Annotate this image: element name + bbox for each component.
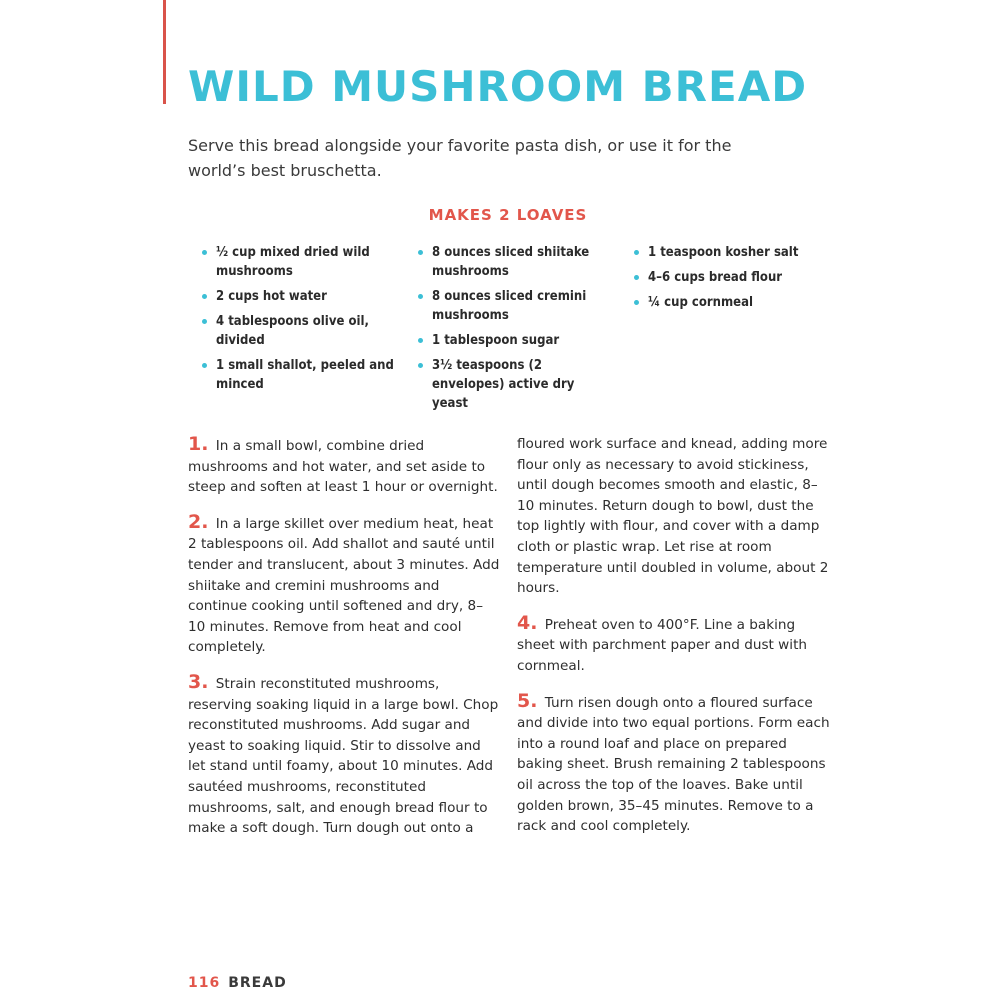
ingredient-text: 4 tablespoons olive oil, divided (216, 314, 369, 348)
ingredient-text: ½ cup mixed dried wild mushrooms (216, 245, 370, 279)
recipe-title: WILD MUSHROOM BREAD (188, 62, 808, 111)
page-number: 116 (188, 975, 221, 991)
step-number: 4. (517, 611, 538, 634)
step-number: 5. (517, 689, 538, 712)
ingredient-item (634, 243, 824, 262)
ingredients-column-2 (418, 243, 608, 419)
step-number: 1. (188, 433, 209, 455)
ingredient-text: 1 tablespoon sugar (432, 333, 560, 348)
bullet-icon (418, 363, 423, 368)
ingredients-column-3 (634, 243, 824, 318)
step-text: In a small bowl, combine dried mushrooms and hot water, and set aside to steep and soften at least 1 hour or overnight. (188, 438, 498, 496)
bullet-icon (202, 294, 207, 299)
step-number: 2. (188, 510, 209, 533)
ingredient-item (418, 243, 608, 281)
step-text: Turn risen dough onto a floured surface and divide into two equal portions. Form each into a round loaf and place on prepared baking sheet. Brush remaining 2 tablespoons oil across the top of the loaves. Bake until golden brown, 35–45 minutes. Remove to a rack and cool completely. (517, 694, 830, 835)
bullet-icon (202, 363, 207, 368)
bullet-icon (202, 319, 207, 324)
steps-column-left (188, 434, 500, 853)
ingredient-item (418, 356, 608, 413)
ingredient-item (634, 293, 824, 312)
ingredient-item (202, 312, 397, 350)
ingredient-item (634, 268, 824, 287)
ingredient-item (418, 287, 608, 325)
bullet-icon (634, 300, 639, 305)
bullet-icon (418, 338, 423, 343)
step-1 (188, 434, 500, 498)
ingredient-text: 1 small shallot, peeled and minced (216, 358, 394, 392)
bullet-icon (634, 250, 639, 255)
step-3 (188, 672, 500, 839)
step-text: Strain reconstituted mushrooms, reserving soaking liquid in a large bowl. Chop reconstituted mushrooms. Add sugar and yeast to soaking liquid. Stir to dissolve and let stand until foamy, about 10 minutes. Add sautéed mushrooms, reconstituted mushrooms, salt, and enough bread flour to make a soft dough. Turn dough out onto a (188, 675, 499, 837)
ingredient-item (202, 243, 397, 281)
ingredient-item (202, 287, 397, 306)
step-text: Preheat oven to 400°F. Line a baking sheet with parchment paper and dust with cornmeal. (517, 616, 808, 674)
step-text: floured work surface and knead, adding more flour only as necessary to avoid stickiness, until dough becomes smooth and elastic, 8–10 minutes. Return dough to bowl, dust the top lightly with flour, and cover with a damp cloth or plastic wrap. Let rise at room temperature until doubled in volume, about 2 hours. (517, 436, 829, 597)
step-4 (517, 613, 833, 677)
bullet-icon (634, 275, 639, 280)
section-name: BREAD (228, 975, 287, 991)
ingredient-item (202, 356, 397, 394)
ingredient-text: 8 ounces sliced shiitake mushrooms (432, 245, 590, 279)
recipe-intro: Serve this bread alongside your favorite pasta dish, or use it for the world’s best bruschetta. (188, 136, 732, 180)
bullet-icon (418, 250, 423, 255)
ingredient-text: 1 teaspoon kosher salt (648, 245, 799, 260)
step-text: In a large skillet over medium heat, heat 2 tablespoons oil. Add shallot and sauté until tender and translucent, about 3 minutes. Add shiitake and cremini mushrooms and continue cooking until softened and dry, 8–10 minutes. Remove from heat and cool completely. (188, 515, 500, 656)
ingredient-text: ¼ cup cornmeal (648, 295, 753, 310)
step-3-continued (517, 434, 833, 599)
accent-bar (163, 0, 166, 104)
step-5 (517, 691, 833, 837)
steps-column-right (517, 434, 833, 851)
ingredient-text: 4–6 cups bread flour (648, 270, 783, 285)
step-2 (188, 512, 500, 658)
step-number: 3. (188, 670, 209, 693)
ingredient-text: 3½ teaspoons (2 envelopes) active dry yeast (432, 358, 575, 411)
bullet-icon (418, 294, 423, 299)
ingredient-text: 2 cups hot water (216, 289, 327, 304)
bullet-icon (202, 250, 207, 255)
recipe-yield: MAKES 2 LOAVES (428, 206, 588, 224)
ingredient-item (418, 331, 608, 350)
ingredient-text: 8 ounces sliced cremini mushrooms (432, 289, 587, 323)
ingredients-column-1 (202, 243, 397, 400)
page-footer (188, 975, 287, 991)
